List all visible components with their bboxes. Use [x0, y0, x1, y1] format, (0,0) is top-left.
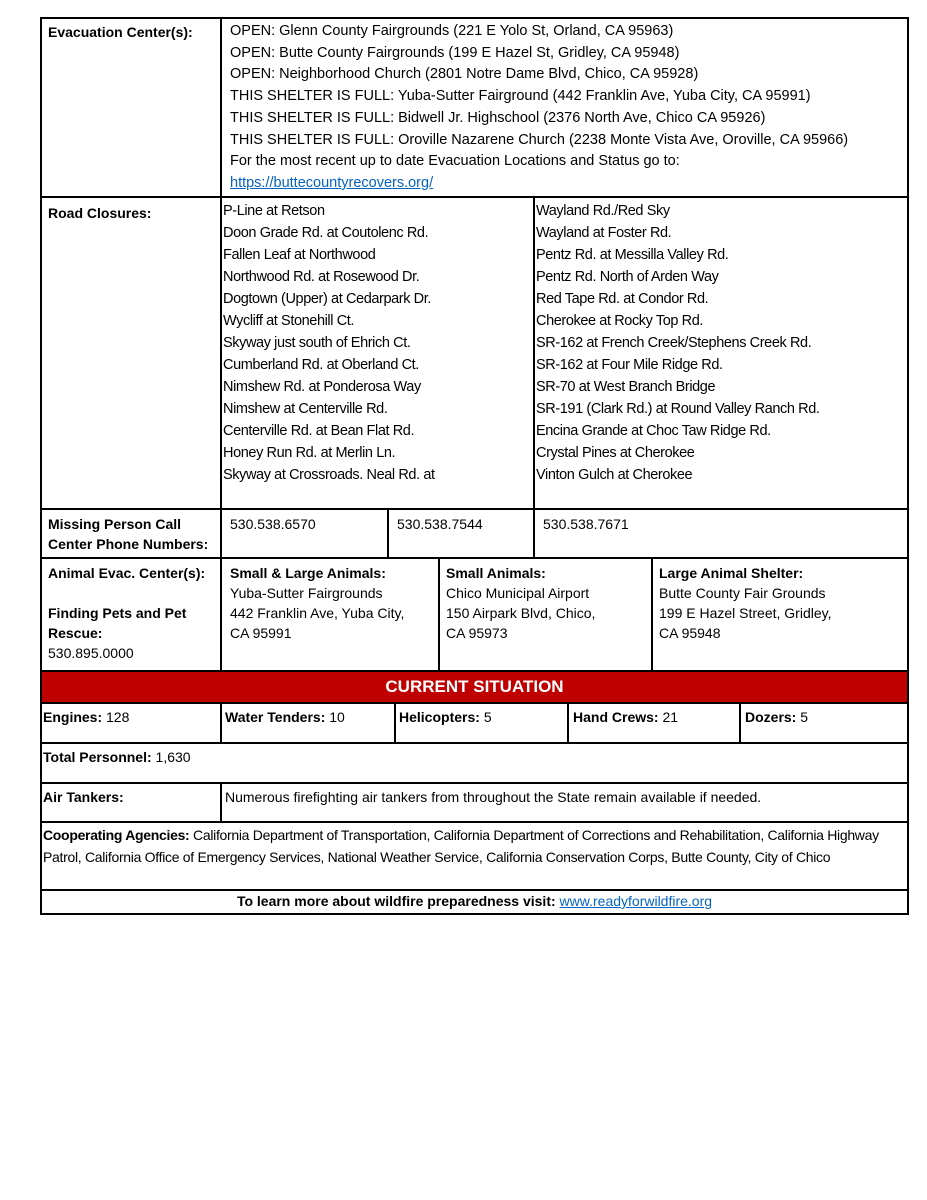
- missing-person-label-line2: Center Phone Numbers:: [48, 536, 209, 552]
- road-closure-item: Wayland at Foster Rd.: [536, 225, 672, 241]
- finding-pets-label-line2: Rescue:: [48, 625, 103, 641]
- road-closure-item: Crystal Pines at Cherokee: [536, 445, 695, 461]
- air-tankers-text-cell: [220, 784, 907, 821]
- road-closure-item: Pentz Rd. at Messilla Valley Rd.: [536, 247, 729, 263]
- resource-hand-crews: [567, 704, 739, 742]
- evacuation-line: THIS SHELTER IS FULL: Bidwell Jr. Highschool (2376 North Ave, Chico CA 95926): [230, 109, 766, 126]
- evacuation-line: OPEN: Butte County Fairgrounds (199 E Hazel St, Gridley, CA 95948): [230, 44, 680, 61]
- road-closure-item: Red Tape Rd. at Condor Rd.: [536, 291, 709, 307]
- road-closure-item: Cherokee at Rocky Top Rd.: [536, 313, 704, 329]
- road-closure-item: Dogtown (Upper) at Cedarpark Dr.: [223, 291, 432, 307]
- animal-center-line: Yuba-Sutter Fairgrounds: [230, 585, 383, 601]
- evacuation-list-cell: [220, 19, 907, 196]
- animal-center-heading: Small & Large Animals:: [230, 565, 386, 581]
- animal-center-cell: [651, 559, 907, 670]
- road-closure-item: SR-162 at Four Mile Ridge Rd.: [536, 357, 723, 373]
- road-closures-row: [40, 198, 909, 510]
- animal-center-line: 150 Airpark Blvd, Chico,: [446, 605, 596, 621]
- resources-row: [40, 704, 909, 744]
- finding-pets-label-line1: Finding Pets and Pet: [48, 605, 187, 621]
- current-situation-title: CURRENT SITUATION: [385, 677, 564, 696]
- evacuation-row: [40, 17, 909, 198]
- road-closure-item: Encina Grande at Choc Taw Ridge Rd.: [536, 423, 771, 439]
- road-closure-item: Fallen Leaf at Northwood: [223, 247, 376, 263]
- animal-evac-label: Animal Evac. Center(s):: [48, 565, 206, 581]
- evacuation-label: Evacuation Center(s):: [48, 24, 193, 40]
- resource-value: 10: [329, 709, 345, 725]
- road-closures-label-cell: [42, 198, 220, 508]
- road-closure-item: Wayland Rd./Red Sky: [536, 203, 670, 219]
- personnel-cell: [42, 744, 907, 782]
- footer-cell: [42, 891, 907, 913]
- evacuation-line: THIS SHELTER IS FULL: Yuba-Sutter Fairground (442 Franklin Ave, Yuba City, CA 95991): [230, 88, 811, 105]
- road-closure-item: SR-191 (Clark Rd.) at Round Valley Ranch Rd.: [536, 401, 820, 417]
- missing-person-label-cell: [42, 510, 220, 557]
- animal-evac-row: [40, 559, 909, 672]
- agencies-text: California Department of Transportation, California Department of Corrections and Rehabilitation, California Highway Patrol, California Office of Emergency Services, National Weather Service, California Conservation Corps, Butte County, City of Chico: [43, 827, 879, 865]
- phone-number: 530.538.7544: [397, 516, 483, 532]
- resource-value: 21: [662, 709, 679, 725]
- evacuation-line: OPEN: Neighborhood Church (2801 Notre Dame Blvd, Chico, CA 95928): [230, 66, 699, 83]
- road-closure-item: Doon Grade Rd. at Coutolenc Rd.: [223, 225, 429, 241]
- resource-label: Engines:: [43, 709, 103, 725]
- personnel-value: 1,630: [155, 749, 191, 765]
- animal-center-cell: [438, 559, 651, 670]
- evacuation-line: For the most recent up to date Evacuation Locations and Status go to:: [230, 153, 680, 170]
- animal-center-line: Butte County Fair Grounds: [659, 585, 826, 601]
- readyforwildfire-link[interactable]: www.readyforwildfire.org: [559, 893, 713, 909]
- road-closure-item: Wycliff at Stonehill Ct.: [223, 313, 355, 329]
- footer-row: [40, 891, 909, 915]
- animal-center-line: Chico Municipal Airport: [446, 585, 590, 601]
- missing-person-label-line1: Missing Person Call: [48, 516, 182, 532]
- road-closure-item: Nimshew Rd. at Ponderosa Way: [223, 379, 421, 395]
- animal-center-line: CA 95991: [230, 625, 292, 641]
- road-closures-label: Road Closures:: [48, 205, 152, 221]
- road-closure-item: SR-70 at West Branch Bridge: [536, 379, 716, 395]
- road-closure-item: P-Line at Retson: [223, 203, 325, 219]
- animal-center-cell: [220, 559, 438, 670]
- air-tankers-label: Air Tankers:: [43, 789, 124, 805]
- resource-label: Hand Crews:: [573, 709, 659, 725]
- phone-cell: [533, 510, 907, 557]
- agencies-label: Cooperating Agencies:: [43, 827, 190, 843]
- missing-person-row: [40, 510, 909, 559]
- resource-label: Water Tenders:: [225, 709, 326, 725]
- phone-number: 530.538.6570: [230, 516, 316, 532]
- evacuation-status-link[interactable]: https://buttecountyrecovers.org/: [230, 174, 434, 191]
- road-closure-item: Skyway at Crossroads. Neal Rd. at: [223, 467, 435, 483]
- road-closure-item: Honey Run Rd. at Merlin Ln.: [223, 445, 396, 461]
- road-closure-item: Vinton Gulch at Cherokee: [536, 467, 693, 483]
- evacuation-line: THIS SHELTER IS FULL: Oroville Nazarene Church (2238 Monte Vista Ave, Oroville, CA 95966): [230, 131, 849, 148]
- road-closure-item: Northwood Rd. at Rosewood Dr.: [223, 269, 420, 285]
- resource-engines: [42, 704, 220, 742]
- air-tankers-label-cell: [42, 784, 220, 821]
- animal-center-line: CA 95948: [659, 625, 721, 641]
- road-closure-item: Nimshew at Centerville Rd.: [223, 401, 388, 417]
- resource-label: Helicopters:: [399, 709, 480, 725]
- resource-dozers: [739, 704, 907, 742]
- resource-label: Dozers:: [745, 709, 797, 725]
- resource-value: 128: [106, 709, 130, 725]
- resource-value: 5: [800, 709, 809, 725]
- phone-number: 530.538.7671: [543, 516, 629, 532]
- personnel-row: [40, 744, 909, 784]
- current-situation-banner: [40, 672, 909, 704]
- road-closures-left-column: [220, 198, 533, 508]
- road-closure-item: Cumberland Rd. at Oberland Ct.: [223, 357, 419, 373]
- phone-cell: [220, 510, 387, 557]
- evacuation-label-cell: [42, 19, 220, 196]
- air-tankers-row: [40, 784, 909, 823]
- road-closure-item: SR-162 at French Creek/Stephens Creek Rd.: [536, 335, 812, 351]
- resource-water-tenders: [220, 704, 394, 742]
- animal-center-line: 442 Franklin Ave, Yuba City,: [230, 605, 405, 621]
- road-closure-item: Centerville Rd. at Bean Flat Rd.: [223, 423, 415, 439]
- evacuation-line: OPEN: Glenn County Fairgrounds (221 E Yolo St, Orland, CA 95963): [230, 23, 674, 39]
- animal-center-heading: Large Animal Shelter:: [659, 565, 804, 581]
- personnel-label: Total Personnel:: [43, 749, 152, 765]
- resource-value: 5: [483, 709, 492, 725]
- road-closures-right-column: [533, 198, 907, 508]
- animal-evac-label-cell: [42, 559, 220, 670]
- animal-center-heading: Small Animals:: [446, 565, 546, 581]
- footer-text: To learn more about wildfire preparedness visit:: [236, 893, 556, 909]
- animal-center-line: 199 E Hazel Street, Gridley,: [659, 605, 832, 621]
- animal-center-line: CA 95973: [446, 625, 508, 641]
- road-closure-item: Pentz Rd. North of Arden Way: [536, 269, 719, 285]
- road-closure-item: Skyway just south of Ehrich Ct.: [223, 335, 411, 351]
- agencies-cell: [42, 823, 907, 889]
- resource-helicopters: [394, 704, 570, 742]
- finding-pets-phone: 530.895.0000: [48, 645, 134, 661]
- air-tankers-text: Numerous firefighting air tankers from throughout the State remain available if needed.: [225, 789, 762, 805]
- agencies-row: [40, 823, 909, 891]
- phone-cell: [387, 510, 533, 557]
